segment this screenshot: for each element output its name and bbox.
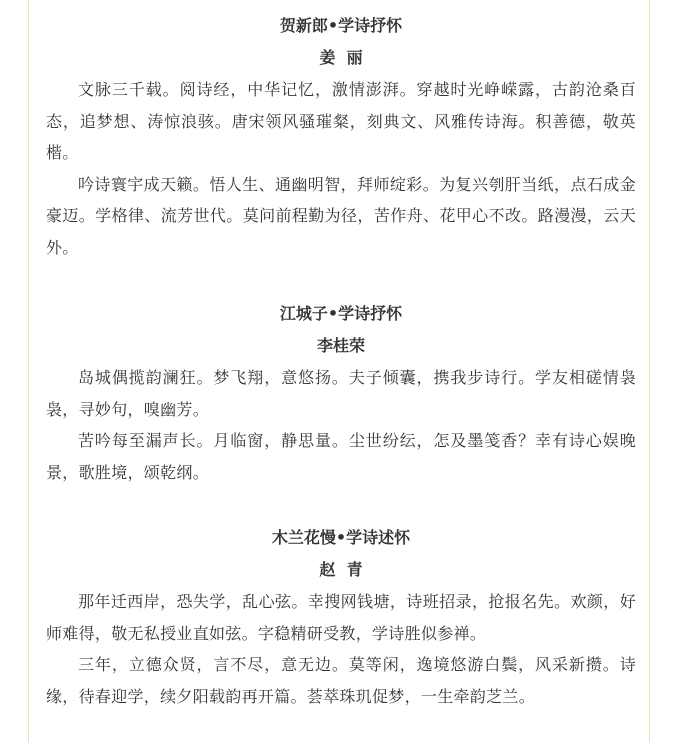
poem-paragraph: 吟诗寰宇成天籁。悟人生、通幽明智，拜师绽彩。为复兴刳肝当纸，点石成金豪迈。学格律、流芳世代。莫问前程勤为径，苦作舟、花甲心不改。路漫漫，云天外。 bbox=[46, 174, 636, 257]
poem-paragraph: 三年，立德众贤，言不尽，意无边。莫等闲，逸境悠游白鬓，风采新攒。诗缘，待春迎学，续夕阳载韵再开篇。荟萃珠玑促梦，一生牵韵芝兰。 bbox=[46, 655, 636, 706]
poem-paragraph: 那年迁西岸，恐失学，乱心弦。幸搜网钱塘，诗班招录，抢报名先。欢颜，好师难得，敬无私授业直如弦。字稳精研受教，学诗胜似参禅。 bbox=[46, 592, 636, 643]
poem-paragraph: 文脉三千载。阅诗经，中华记忆，激情澎湃。穿越时光峥嵘露，古韵沧桑百态，追梦想、涛惊浪骇。唐宋领风骚璀粲，刻典文、风雅传诗海。积善德，敬英楷。 bbox=[46, 80, 636, 162]
poem-paragraph: 苦吟每至漏声长。月临窗，静思量。尘世纷纭，怎及墨笺香？幸有诗心娱晚景，歌胜境，颂乾纲。 bbox=[46, 431, 636, 482]
poem-2 bbox=[46, 298, 636, 488]
poem-1 bbox=[46, 10, 636, 263]
poem-title: 江城子•学诗抒怀 bbox=[279, 304, 403, 323]
poem-author: 赵 青 bbox=[319, 560, 363, 579]
poem-title: 贺新郎•学诗抒怀 bbox=[279, 16, 403, 35]
poem-3 bbox=[46, 522, 636, 712]
poem-author: 姜 丽 bbox=[319, 48, 363, 67]
poem-paragraph: 岛城偶揽韵澜狂。梦飞翔，意悠扬。夫子倾囊，携我步诗行。学友相磋情袅袅，寻妙句，嗅幽芳。 bbox=[46, 368, 636, 419]
poem-author: 李桂荣 bbox=[316, 336, 365, 355]
poem-title: 木兰花慢•学诗述怀 bbox=[271, 528, 411, 547]
